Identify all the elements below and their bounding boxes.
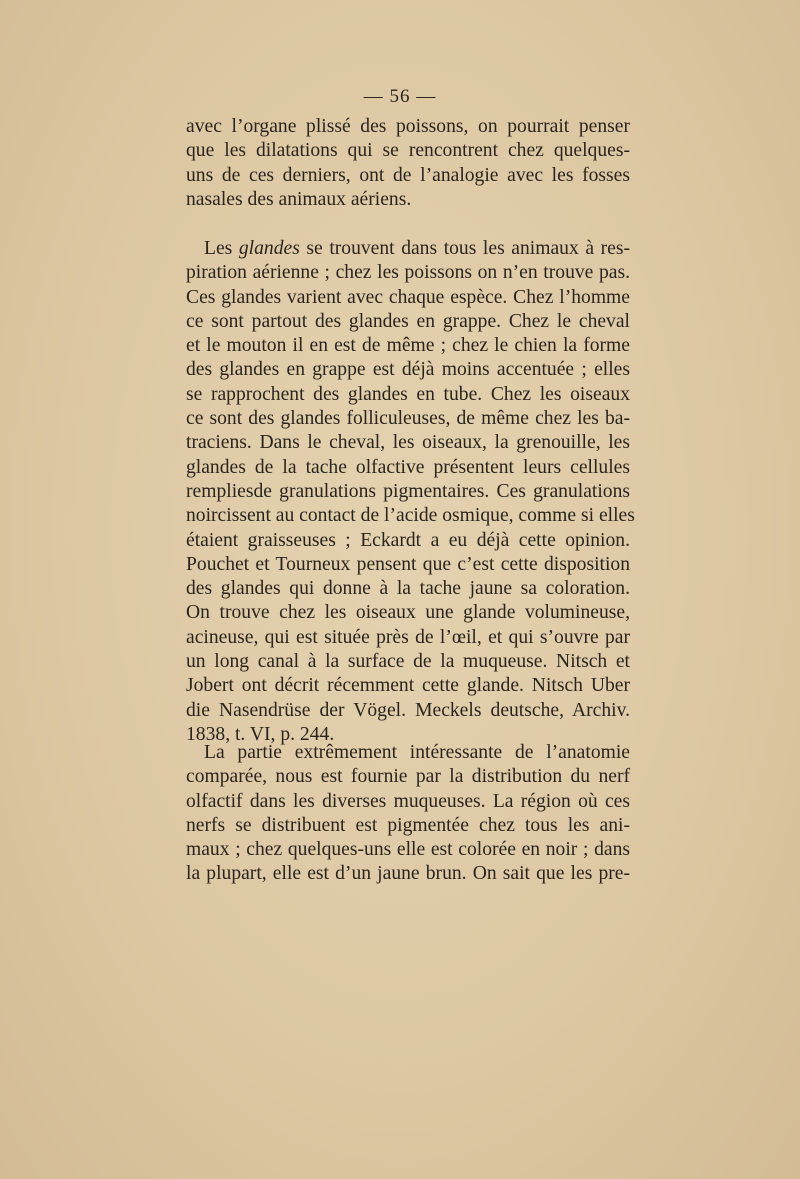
text-line: se rapprochent des glandes en tube. Chez les oiseaux bbox=[186, 383, 630, 405]
text-line: uns de ces derniers, ont de l’analogie avec les fosses bbox=[186, 164, 630, 186]
text-line: 1838, t. VI, p. 244. bbox=[186, 723, 335, 745]
text-line: On trouve chez les oiseaux une glande volumineuse, bbox=[186, 602, 630, 624]
text-line: nerfs se distribuent est pigmentée chez tous les ani- bbox=[186, 814, 630, 836]
text-line: Ces glandes varient avec chaque espèce. Chez l’homme bbox=[186, 286, 630, 308]
text-line: glandes de la tache olfactive présentent leurs cellules bbox=[186, 456, 630, 478]
text-line: que les dilatations qui se rencontrent chez quelques- bbox=[186, 140, 630, 162]
text-line: ce sont des glandes folliculeuses, de même chez les ba- bbox=[186, 408, 630, 430]
text-line: Jobert ont décrit récemment cette glande. Nitsch Uber bbox=[186, 675, 630, 697]
text-line: la plupart, elle est d’un jaune brun. On sait que les pre- bbox=[186, 863, 630, 885]
text-line: acineuse, qui est située près de l’œil, et qui s’ouvre par bbox=[186, 626, 630, 648]
text-line: rempliesde granulations pigmentaires. Ces granulations bbox=[186, 480, 630, 502]
text-fragment: Les bbox=[204, 238, 239, 259]
paragraph-nerf-olfactif bbox=[186, 741, 630, 887]
paragraph-glandes bbox=[186, 237, 635, 747]
text-line: des glandes en grappe est déjà moins accentuée ; elles bbox=[186, 359, 630, 381]
text-line: et le mouton il en est de même ; chez le chien la forme bbox=[186, 335, 630, 357]
text-line: comparée, nous est fournie par la distribution du nerf bbox=[186, 766, 630, 788]
text-fragment: se trouvent dans tous les animaux à res- bbox=[299, 238, 630, 259]
text-line-first bbox=[186, 237, 630, 261]
text-line: Pouchet et Tourneux pensent que c’est cette disposition bbox=[186, 553, 630, 575]
text-line: traciens. Dans le cheval, les oiseaux, la grenouille, les bbox=[186, 432, 630, 454]
paragraph-fosses-nasales bbox=[186, 115, 630, 212]
text-line: La partie extrêmement intéressante de l’anatomie bbox=[204, 742, 630, 763]
text-line: nasales des animaux aériens. bbox=[186, 188, 412, 210]
text-line: un long canal à la surface de la muqueuse. Nitsch et bbox=[186, 651, 630, 673]
text-line: maux ; chez quelques-uns elle est colorée en noir ; dans bbox=[186, 839, 630, 861]
text-line: noircissent au contact de l’acide osmique, comme si elles bbox=[186, 505, 635, 527]
italic-term: glandes bbox=[238, 238, 300, 259]
text-line: die Nasendrüse der Vögel. Meckels deutsche, Archiv. bbox=[186, 699, 630, 721]
text-line: ce sont partout des glandes en grappe. Chez le cheval bbox=[186, 310, 630, 332]
text-line: étaient graisseuses ; Eckardt a eu déjà cette opinion. bbox=[186, 529, 630, 551]
text-line: des glandes qui donne à la tache jaune sa coloration. bbox=[186, 578, 630, 600]
text-line: avec l’organe plissé des poissons, on pourrait penser bbox=[186, 116, 630, 137]
text-line: olfactif dans les diverses muqueuses. La région où ces bbox=[186, 790, 630, 812]
text-line: piration aérienne ; chez les poissons on n’en trouve pas. bbox=[186, 262, 630, 284]
page-number: — 56 — bbox=[363, 86, 437, 107]
